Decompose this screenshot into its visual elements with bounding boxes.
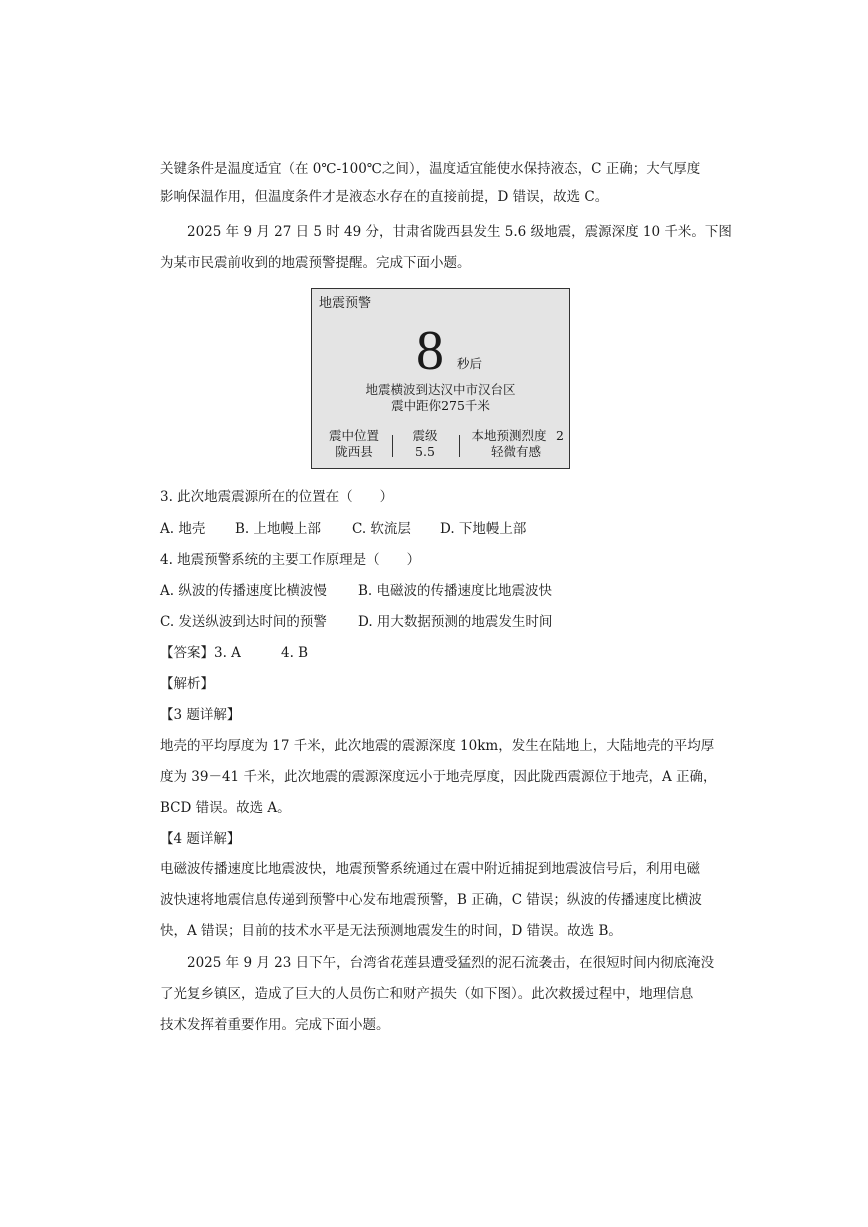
option-b: B. 上地幔上部 bbox=[235, 521, 322, 537]
detail-4-line-1: 电磁波传播速度比地震波快，地震预警系统通过在震中附近捕捉到地震波信号后，利用电磁 bbox=[160, 861, 700, 877]
question-3-options bbox=[160, 519, 526, 539]
option-c: C. 发送纵波到达时间的预警 bbox=[160, 614, 327, 630]
intro-line-2: 影响保温作用，但温度条件才是液态水存在的直接前提，D 错误，故选 C。 bbox=[160, 189, 609, 205]
option-d: D. 下地幔上部 bbox=[440, 521, 527, 537]
intensity-description: 轻微有感 bbox=[490, 444, 541, 459]
detail-3-line-1: 地壳的平均厚度为 17 千米，此次地震的震源深度 10km，发生在陆地上，大陆地壳的平均厚 bbox=[160, 738, 715, 754]
detail-4-line-2: 波快速将地震信息传递到预警中心发布地震预警，B 正确，C 错误；纵波的传播速度比横波 bbox=[160, 892, 702, 908]
option-d: D. 用大数据预测的地震发生时间 bbox=[358, 614, 553, 630]
warning-countdown-unit: 秒后 bbox=[457, 356, 483, 371]
scenario2-line-2: 了光复乡镇区，造成了巨大的人员伤亡和财产损失（如下图）。此次救援过程中，地理信息 bbox=[160, 986, 694, 1002]
scenario1-line-1: 2025 年 9 月 27 日 5 时 49 分，甘肃省陇西县发生 5.6 级地震，震源深度 10 千米。下图 bbox=[187, 224, 732, 240]
epicenter-value: 陇西县 bbox=[335, 444, 373, 459]
intensity-label: 本地预测烈度 bbox=[471, 428, 547, 443]
earthquake-warning-figure bbox=[311, 288, 570, 469]
warning-message-1: 地震横波到达汉中市汉台区 bbox=[365, 382, 516, 397]
question-4-options-row-2 bbox=[160, 612, 552, 632]
divider bbox=[459, 435, 460, 457]
intro-line-1: 关键条件是温度适宜（在 0℃-100℃之间），温度适宜能使水保持液态，C 正确；大气厚度 bbox=[160, 161, 701, 177]
detail-3-line-3: BCD 错误。故选 A。 bbox=[160, 800, 291, 816]
warning-message-2: 震中距你275千米 bbox=[391, 398, 490, 413]
answer-line bbox=[160, 643, 308, 663]
option-c: C. 软流层 bbox=[352, 521, 411, 537]
epicenter-label: 震中位置 bbox=[328, 428, 379, 443]
warning-countdown: 8 bbox=[416, 320, 444, 382]
option-b: B. 电磁波的传播速度比地震波快 bbox=[358, 583, 553, 599]
detail-4-line-3: 快，A 错误；目前的技术水平是无法预测地震发生的时间，D 错误。故选 B。 bbox=[160, 923, 622, 939]
analysis-label: 【解析】 bbox=[160, 676, 214, 692]
scenario1-line-2: 为某市民震前收到的地震预警提醒。完成下面小题。 bbox=[160, 255, 471, 271]
answer-4: 4. B bbox=[281, 645, 309, 661]
question-4-options-row-1 bbox=[160, 581, 552, 601]
scenario2-line-3: 技术发挥着重要作用。完成下面小题。 bbox=[160, 1017, 390, 1033]
scenario2-line-1: 2025 年 9 月 23 日下午，台湾省花莲县遭受猛烈的泥石流袭击，在很短时间内彻底淹没 bbox=[187, 955, 715, 971]
detail-3-label: 【3 题详解】 bbox=[160, 707, 241, 723]
answer-label: 【答案】 bbox=[160, 645, 214, 661]
question-4-stem: 4. 地震预警系统的主要工作原理是（ ） bbox=[160, 552, 421, 568]
divider bbox=[392, 435, 393, 457]
detail-4-label: 【4 题详解】 bbox=[160, 831, 241, 847]
warning-title: 地震预警 bbox=[319, 296, 372, 311]
intensity-value: 2 bbox=[556, 428, 564, 443]
magnitude-value: 5.5 bbox=[415, 444, 435, 459]
question-3-stem: 3. 此次地震震源所在的位置在（ ） bbox=[160, 489, 394, 505]
detail-3-line-2: 度为 39－41 千米，此次地震的震源深度远小于地壳厚度，因此陇西震源位于地壳，A 正确， bbox=[160, 769, 717, 785]
option-a: A. 地壳 bbox=[160, 521, 206, 537]
magnitude-label: 震级 bbox=[412, 428, 438, 443]
answer-3: 3. A bbox=[214, 645, 241, 661]
option-a: A. 纵波的传播速度比横波慢 bbox=[160, 583, 327, 599]
